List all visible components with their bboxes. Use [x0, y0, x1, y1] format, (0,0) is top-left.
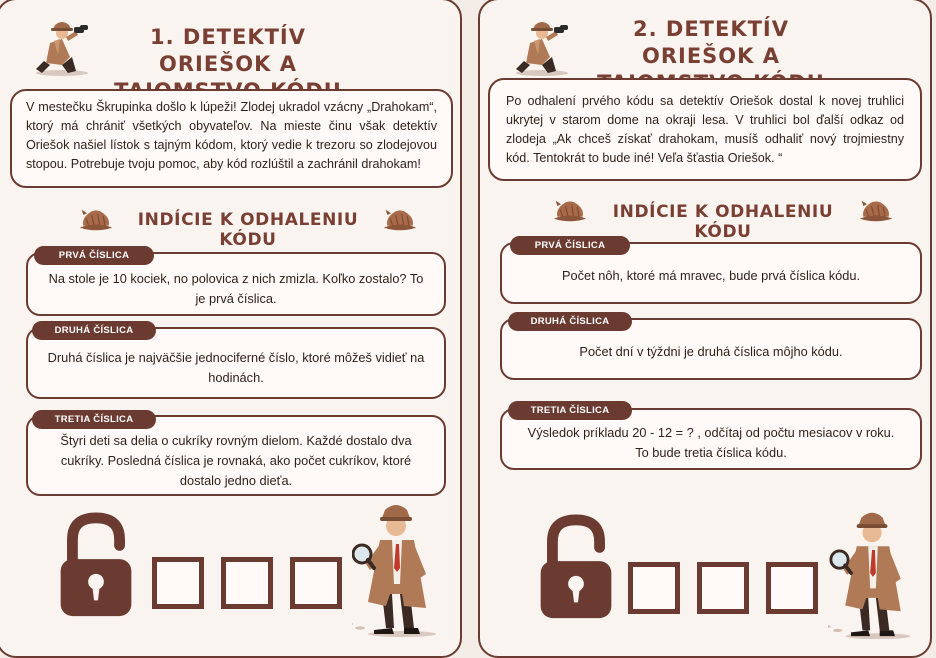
- hint-text: Štyri deti sa delia o cukríky rovným dielom. Každé dostalo dva cukríky. Posledná číslica je rovnaká, ako počet cukríkov, ktoré dostalo jedno dieťa.: [60, 432, 412, 488]
- detective-with-magnifier-icon: [828, 506, 918, 640]
- section-title: INDÍCIE K ODHALENIU KÓDU: [612, 202, 834, 242]
- hint-text: Počet dní v týždni je druhá číslica môjho kódu.: [579, 344, 843, 359]
- hint-tag: TRETIA ČÍSLICA: [508, 401, 632, 420]
- code-box-1[interactable]: [152, 557, 204, 609]
- detective-hat-icon: [78, 206, 114, 233]
- detective-with-binoculars-icon: [32, 16, 96, 78]
- code-box-3[interactable]: [766, 562, 818, 614]
- hint-tag: PRVÁ ČÍSLICA: [510, 236, 630, 255]
- hint-text: Výsledok príkladu 20 - 12 = ? , odčítaj od počtu mesiacov v roku. To bude tretia číslica kódu.: [527, 425, 895, 460]
- story-text: V mestečku Škrupinka došlo k lúpeži! Zlodej ukradol vzácny „Drahokam“, ktorý má chrániť všetkých obyvateľov. Na mieste činu však detektív Oriešok našiel lístok s tajným kódom, ktorý vedie k trezoru so zlodejovou stopou. Potrebuje tvoju pomoc, aby kód rozlúštil a zachránil drahokam!: [26, 100, 437, 171]
- detective-with-binoculars-icon: [512, 16, 576, 78]
- detective-with-magnifier-icon: [352, 498, 442, 638]
- hint-tag: DRUHÁ ČÍSLICA: [32, 321, 156, 340]
- title-line-1: 2. DETEKTÍV ORIEŠOK A: [632, 17, 789, 68]
- code-box-2[interactable]: [697, 562, 749, 614]
- detective-hat-icon: [382, 206, 418, 233]
- hint-tag: PRVÁ ČÍSLICA: [34, 246, 154, 265]
- code-box-3[interactable]: [290, 557, 342, 609]
- code-box-1[interactable]: [628, 562, 680, 614]
- open-padlock-icon: [536, 514, 616, 622]
- story-text: Po odhalení prvého kódu sa detektív Oriešok dostal k novej truhlici ukrytej v starom dome na okraji lesa. V truhlici bol ďalší odkaz od zlodeja „Ak chceš získať drahokam, musíš odhaliť nový trojmiestny kód. Tentokrát to bude iné! Veľa šťastia Oriešok. “: [506, 94, 904, 165]
- story-box: [10, 89, 453, 188]
- detective-hat-icon: [858, 197, 894, 224]
- code-box-2[interactable]: [221, 557, 273, 609]
- hint-text: Na stole je 10 kociek, no polovica z nich zmizla. Koľko zostalo? To je prvá číslica.: [48, 271, 424, 306]
- hint-text: Druhá číslica je najväčšie jednociferné číslo, ktoré môžeš vidieť na hodinách.: [47, 350, 425, 385]
- detective-hat-icon: [552, 197, 588, 224]
- hint-tag: TRETIA ČÍSLICA: [32, 410, 156, 429]
- section-title: INDÍCIE K ODHALENIU KÓDU: [137, 210, 359, 250]
- hint-text: Počet nôh, ktoré má mravec, bude prvá číslica kódu.: [561, 268, 861, 283]
- story-box: [488, 78, 922, 181]
- hint-tag: DRUHÁ ČÍSLICA: [508, 312, 632, 331]
- title-line-1: 1. DETEKTÍV ORIEŠOK A: [149, 25, 306, 76]
- open-padlock-icon: [56, 512, 136, 620]
